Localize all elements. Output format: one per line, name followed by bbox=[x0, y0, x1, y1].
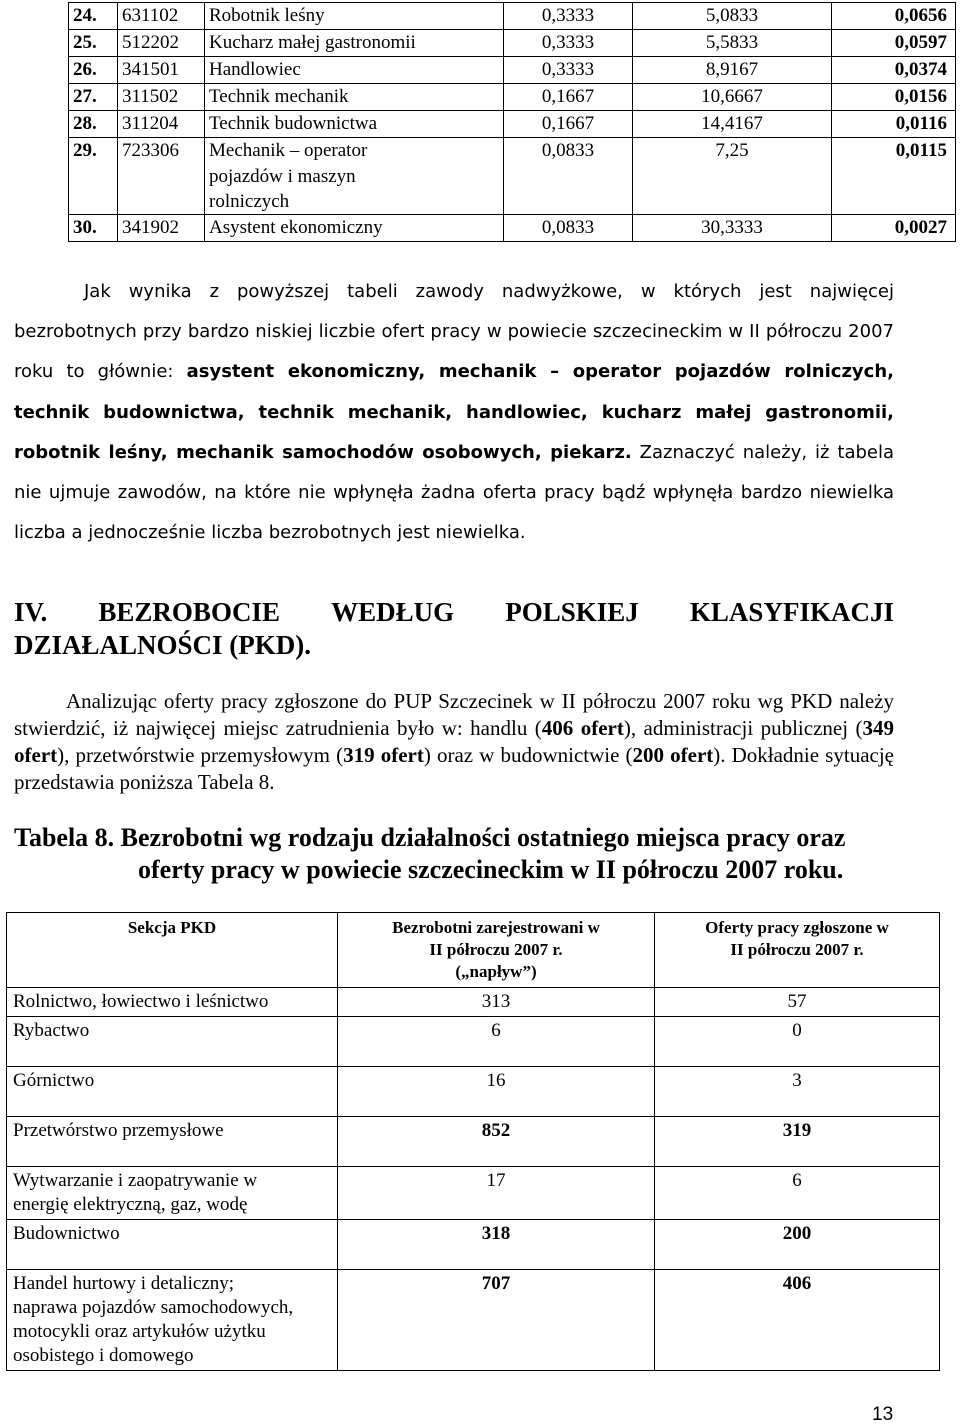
unemployed-value: 10,6667 bbox=[633, 84, 832, 111]
pkd-section-line: Handel hurtowy i detaliczny; bbox=[13, 1273, 235, 1294]
unemployed-count: 16 bbox=[338, 1067, 655, 1117]
unemployed-value: 14,4167 bbox=[633, 111, 832, 138]
page-number: 13 bbox=[872, 1404, 894, 1425]
occupation-name-line: Technik budownictwa bbox=[209, 113, 378, 134]
unemployed-count: 707 bbox=[338, 1270, 655, 1371]
occupation-name bbox=[205, 138, 504, 215]
table-row bbox=[7, 1270, 940, 1371]
offers-count: 6 bbox=[655, 1167, 940, 1220]
table-row bbox=[69, 57, 956, 84]
pkd-section bbox=[7, 1017, 338, 1067]
paragraph-bold-text: asystent ekonomiczny, mechanik – operator pojazdów rolniczych, technik budownictwa, technik mechanik, handlowiec, kucharz małej gastronomii, robotnik leśny, mechanik samochodów osobowych, piekarz. bbox=[14, 361, 894, 463]
row-number: 26. bbox=[69, 57, 118, 84]
pkd-section-line: Rybactwo bbox=[13, 1020, 90, 1041]
table-row bbox=[69, 111, 956, 138]
unemployed-count: 6 bbox=[338, 1017, 655, 1067]
pkd-section-line: osobistego i domowego bbox=[13, 1345, 194, 1366]
unemployed-count: 17 bbox=[338, 1167, 655, 1220]
column-header bbox=[7, 913, 338, 988]
table-row bbox=[7, 1220, 940, 1270]
offers-count: 57 bbox=[655, 988, 940, 1017]
unemployed-value: 8,9167 bbox=[633, 57, 832, 84]
pkd-section-line: Budownictwo bbox=[13, 1223, 120, 1244]
pkd-section-line: motocykli oraz artykułów użytku bbox=[13, 1321, 266, 1342]
occupation-name-line: rolniczych bbox=[209, 191, 290, 212]
paragraph-bold-text: 200 ofert bbox=[632, 743, 714, 767]
table-row bbox=[7, 1167, 940, 1220]
occupation-name-line: Kucharz małej gastronomii bbox=[209, 32, 416, 53]
table-caption bbox=[14, 822, 914, 886]
occupation-name-line: Mechanik – operator bbox=[209, 140, 368, 161]
paragraph-text: Zaznaczyć należy, iż tabela nie ujmuje zawodów, na które nie wpłynęła żadna oferta pracy bądź wpłynęła bardzo niewielka liczba a jednocześnie liczba bezrobotnych jest niewielka. bbox=[14, 441, 895, 544]
pkd-section-line: energię elektryczną, gaz, wodę bbox=[13, 1194, 248, 1215]
occupation-code: 723306 bbox=[118, 138, 205, 215]
offers-value: 0,0833 bbox=[504, 215, 633, 242]
paragraph-bold-text: 406 ofert bbox=[541, 716, 624, 740]
occupation-code: 512202 bbox=[118, 30, 205, 57]
table-header-row bbox=[7, 913, 940, 988]
offers-value: 0,3333 bbox=[504, 57, 633, 84]
column-header bbox=[338, 913, 655, 988]
pkd-section-line: Górnictwo bbox=[13, 1070, 95, 1091]
table-row bbox=[69, 138, 956, 215]
column-header bbox=[655, 913, 940, 988]
ratio-value: 0,0115 bbox=[832, 138, 956, 215]
occupation-name bbox=[205, 215, 504, 242]
pkd-table bbox=[6, 912, 940, 1371]
offers-count: 3 bbox=[655, 1067, 940, 1117]
table-row bbox=[69, 84, 956, 111]
paragraph-bold-text: 319 ofert bbox=[343, 743, 424, 767]
paragraph-text: ), administracji publicznej ( bbox=[623, 716, 863, 740]
offers-value: 0,1667 bbox=[504, 84, 633, 111]
table-row bbox=[7, 1117, 940, 1167]
unemployed-count: 852 bbox=[338, 1117, 655, 1167]
heading-word: KLASYFIKACJI bbox=[689, 597, 894, 627]
pkd-section bbox=[7, 1167, 338, 1220]
column-header-line: Sekcja PKD bbox=[127, 918, 217, 937]
row-number: 29. bbox=[69, 138, 118, 215]
table-row bbox=[7, 1017, 940, 1067]
offers-count: 200 bbox=[655, 1220, 940, 1270]
paragraph-text: ) oraz w budownictwie ( bbox=[423, 743, 633, 767]
occupation-name bbox=[205, 3, 504, 30]
offers-count: 319 bbox=[655, 1117, 940, 1167]
unemployed-value: 7,25 bbox=[633, 138, 832, 215]
row-number: 30. bbox=[69, 215, 118, 242]
row-number: 25. bbox=[69, 30, 118, 57]
pkd-section bbox=[7, 988, 338, 1017]
table-caption-line1: Tabela 8. Bezrobotni wg rodzaju działalności ostatniego miejsca pracy oraz bbox=[14, 823, 846, 852]
column-header-line: („napływ”) bbox=[455, 962, 537, 981]
pkd-analysis-paragraph bbox=[14, 688, 894, 796]
occupation-code: 311204 bbox=[118, 111, 205, 138]
ratio-value: 0,0374 bbox=[832, 57, 956, 84]
offers-value: 0,0833 bbox=[504, 138, 633, 215]
paragraph-bold-text: 349 ofert bbox=[14, 716, 895, 767]
unemployed-count: 313 bbox=[338, 988, 655, 1017]
unemployed-value: 30,3333 bbox=[633, 215, 832, 242]
pkd-section-line: Rolnictwo, łowiectwo i leśnictwo bbox=[13, 991, 269, 1012]
ratio-value: 0,0656 bbox=[832, 3, 956, 30]
pkd-section bbox=[7, 1220, 338, 1270]
offers-count: 406 bbox=[655, 1270, 940, 1371]
occupation-name bbox=[205, 30, 504, 57]
section-heading bbox=[14, 596, 894, 662]
table-row bbox=[7, 1067, 940, 1117]
section-heading-line2: DZIAŁALNOŚCI (PKD). bbox=[14, 630, 312, 660]
offers-value: 0,3333 bbox=[504, 3, 633, 30]
heading-word: IV. bbox=[14, 597, 48, 627]
column-header-line: II półroczu 2007 r. bbox=[730, 940, 864, 959]
ratio-value: 0,0597 bbox=[832, 30, 956, 57]
ratio-value: 0,0027 bbox=[832, 215, 956, 242]
pkd-section-line: naprawa pojazdów samochodowych, bbox=[13, 1297, 294, 1318]
ratio-value: 0,0116 bbox=[832, 111, 956, 138]
pkd-section-line: Wytwarzanie i zaopatrywanie w bbox=[13, 1170, 258, 1191]
ratio-value: 0,0156 bbox=[832, 84, 956, 111]
occupation-name-line: Robotnik leśny bbox=[209, 5, 325, 26]
row-number: 27. bbox=[69, 84, 118, 111]
column-header-line: II półroczu 2007 r. bbox=[429, 940, 563, 959]
table-row bbox=[69, 3, 956, 30]
offers-count: 0 bbox=[655, 1017, 940, 1067]
occupation-name bbox=[205, 111, 504, 138]
paragraph-text: ). Dokładnie sytuację przedstawia poniższa Tabela 8. bbox=[14, 743, 894, 794]
occupation-ratio-table bbox=[68, 2, 956, 242]
paragraph-text: ), przetwórstwie przemysłowym ( bbox=[57, 743, 344, 767]
column-header-line: Bezrobotni zarejestrowani w bbox=[392, 918, 600, 937]
pkd-section bbox=[7, 1270, 338, 1371]
occupation-name bbox=[205, 84, 504, 111]
occupation-code: 341902 bbox=[118, 215, 205, 242]
occupation-name-line: Handlowiec bbox=[209, 59, 301, 80]
table-caption-line2: oferty pracy w powiecie szczecineckim w II półroczu 2007 roku. bbox=[138, 855, 844, 884]
table-row bbox=[7, 988, 940, 1017]
heading-word: BEZROBOCIE bbox=[98, 597, 280, 627]
surplus-occupations-paragraph bbox=[14, 272, 894, 553]
unemployed-count: 318 bbox=[338, 1220, 655, 1270]
occupation-name-line: Asystent ekonomiczny bbox=[209, 217, 383, 238]
heading-word: WEDŁUG bbox=[331, 597, 455, 627]
paragraph-text: Jak wynika z powyższej tabeli zawody nadwyżkowe, w których jest najwięcej bezrobotnych przy bardzo niskiej liczbie ofert pracy w powiecie szczecineckim w II półroczu 2007 roku to głównie: bbox=[14, 281, 894, 383]
occupation-name bbox=[205, 57, 504, 84]
pkd-section-line: Przetwórstwo przemysłowe bbox=[13, 1120, 224, 1141]
section-heading-line1 bbox=[14, 596, 894, 629]
pkd-section bbox=[7, 1067, 338, 1117]
table-row bbox=[69, 215, 956, 242]
occupation-code: 631102 bbox=[118, 3, 205, 30]
occupation-name-line: pojazdów i maszyn bbox=[209, 166, 356, 187]
offers-value: 0,3333 bbox=[504, 30, 633, 57]
unemployed-value: 5,5833 bbox=[633, 30, 832, 57]
offers-value: 0,1667 bbox=[504, 111, 633, 138]
unemployed-value: 5,0833 bbox=[633, 3, 832, 30]
row-number: 24. bbox=[69, 3, 118, 30]
occupation-code: 341501 bbox=[118, 57, 205, 84]
heading-word: POLSKIEJ bbox=[505, 597, 639, 627]
occupation-name-line: Technik mechanik bbox=[209, 86, 349, 107]
occupation-code: 311502 bbox=[118, 84, 205, 111]
row-number: 28. bbox=[69, 111, 118, 138]
table-row bbox=[69, 30, 956, 57]
pkd-section bbox=[7, 1117, 338, 1167]
paragraph-text: Analizując oferty pracy zgłoszone do PUP Szczecinek w II półroczu 2007 roku wg PKD należy stwierdzić, iż najwięcej miejsc zatrudnienia było w: handlu ( bbox=[14, 689, 894, 740]
column-header-line: Oferty pracy zgłoszone w bbox=[705, 918, 889, 937]
